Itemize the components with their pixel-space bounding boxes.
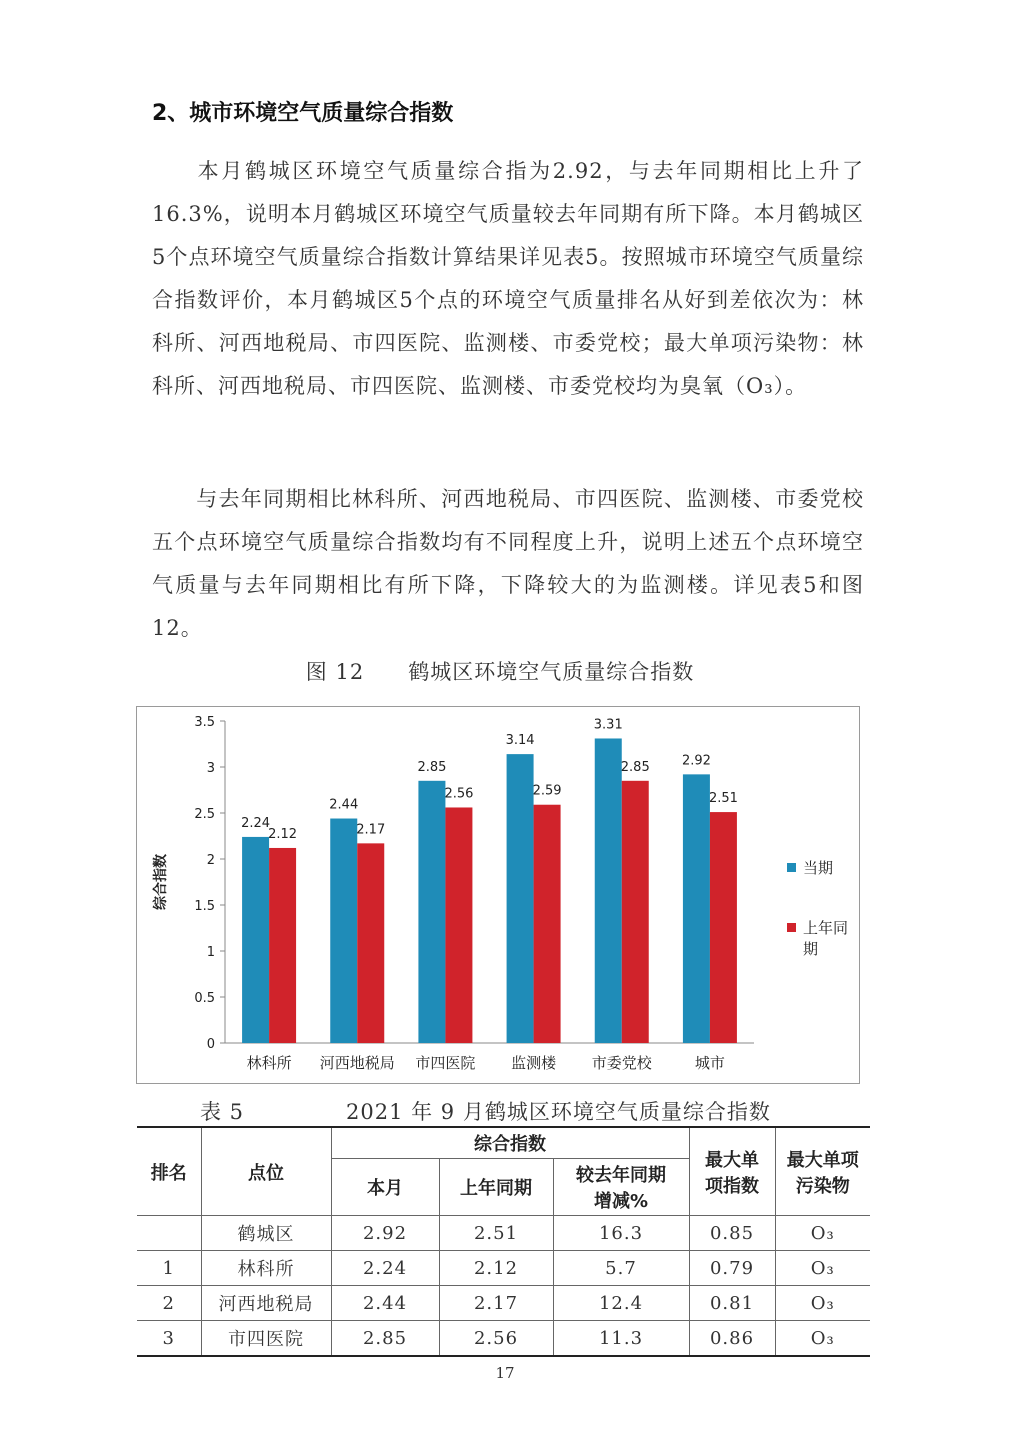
- cell-pollutant: O₃: [775, 1216, 870, 1251]
- header-rank: 排名: [137, 1127, 201, 1216]
- data-label: 3.14: [505, 733, 535, 749]
- header-last-year: 上年同期: [439, 1159, 553, 1216]
- cell-max-index: 0.85: [689, 1216, 775, 1251]
- bar-current: [242, 837, 269, 1043]
- bar-last-year: [269, 848, 296, 1043]
- cell-last-year: 2.12: [439, 1251, 553, 1286]
- x-tick-label: 市四医院: [415, 1054, 476, 1072]
- data-label: 2.85: [620, 759, 650, 775]
- cell-pollutant: O₃: [775, 1286, 870, 1321]
- x-tick-label: 市委党校: [591, 1054, 652, 1072]
- cell-last-year: 2.17: [439, 1286, 553, 1321]
- header-change: 较去年同期增减%: [553, 1159, 689, 1216]
- bar-current: [507, 754, 534, 1043]
- cell-site: 鹤城区: [201, 1216, 331, 1251]
- data-label: 3.31: [593, 717, 623, 733]
- cell-this-month: 2.85: [331, 1321, 439, 1357]
- y-tick-label: 0.5: [194, 991, 215, 1006]
- header-this-month: 本月: [331, 1159, 439, 1216]
- bar-current: [595, 738, 622, 1043]
- legend-swatch-current: [787, 863, 796, 872]
- paragraph-1-text: 本月鹤城区环境空气质量综合指为2.92，与去年同期相比上升了16.3%，说明本月鹤城区环境空气质量较去年同期有所下降。本月鹤城区5个点环境空气质量综合指数计算结果详见表5。按照城市环境空气质量综合指数评价，本月鹤城区5个点的环境空气质量排名从好到差依次为：林科所、河西地税局、市四医院、监测楼、市委党校；最大单项污染物：林科所、河西地税局、市四医院、监测楼、市委党校均为臭氧（O₃）。: [152, 159, 864, 398]
- cell-max-index: 0.81: [689, 1286, 775, 1321]
- header-max-pollutant: 最大单项污染物: [775, 1127, 870, 1216]
- cell-rank: [137, 1216, 201, 1251]
- data-label: 2.85: [417, 759, 447, 775]
- table-title: 2021 年 9 月鹤城区环境空气质量综合指数: [346, 1100, 771, 1124]
- data-label: 2.59: [532, 783, 562, 799]
- bar-last-year: [534, 805, 561, 1043]
- y-axis-label: 综合指数: [153, 854, 169, 910]
- cell-site: 林科所: [201, 1251, 331, 1286]
- data-label: 2.17: [356, 822, 386, 838]
- paragraph-2-text: 与去年同期相比林科所、河西地税局、市四医院、监测楼、市委党校五个点环境空气质量综合指数均有不同程度上升，说明上述五个点环境空气质量与去年同期相比有所下降，下降较大的为监测楼。详见表5和图12。: [152, 487, 864, 640]
- figure-caption: 图 12 鹤城区环境空气质量综合指数: [305, 660, 695, 684]
- composite-index-table: [137, 1126, 870, 1357]
- x-tick-label: 林科所: [246, 1054, 292, 1072]
- table-row: [137, 1286, 870, 1321]
- cell-change: 12.4: [553, 1286, 689, 1321]
- bar-last-year: [622, 781, 649, 1043]
- legend-label-last-year: 上年同: [803, 919, 849, 937]
- bar-last-year: [445, 807, 472, 1043]
- cell-change: 16.3: [553, 1216, 689, 1251]
- bar-current: [330, 819, 357, 1043]
- page-number: 17: [495, 1364, 515, 1382]
- paragraph-2: [152, 478, 864, 650]
- data-label: 2.44: [329, 797, 359, 813]
- table-row: [137, 1251, 870, 1286]
- legend-label-last-year-cont: 期: [803, 940, 819, 958]
- bar-last-year: [357, 843, 384, 1043]
- data-label: 2.92: [681, 753, 711, 769]
- cell-site: 河西地税局: [201, 1286, 331, 1321]
- legend-label-current: 当期: [803, 859, 834, 877]
- bar-chart: [136, 706, 860, 1084]
- cell-rank: 1: [137, 1251, 201, 1286]
- y-tick-label: 2: [206, 853, 215, 868]
- y-tick-label: 3: [206, 761, 215, 776]
- y-tick-label: 0: [206, 1037, 215, 1052]
- cell-this-month: 2.24: [331, 1251, 439, 1286]
- cell-rank: 3: [137, 1321, 201, 1357]
- header-site: 点位: [201, 1127, 331, 1216]
- table-row: [137, 1321, 870, 1357]
- paragraph-1: [152, 150, 864, 408]
- data-label: 2.56: [444, 786, 474, 802]
- x-tick-label: 河西地税局: [319, 1054, 395, 1072]
- cell-change: 11.3: [553, 1321, 689, 1357]
- data-label: 2.12: [268, 826, 298, 842]
- chart-canvas: [137, 707, 859, 1083]
- bar-current: [683, 774, 710, 1043]
- bar-last-year: [710, 812, 737, 1043]
- cell-this-month: 2.44: [331, 1286, 439, 1321]
- y-tick-label: 3.5: [194, 715, 215, 730]
- y-tick-label: 1.5: [194, 899, 215, 914]
- cell-pollutant: O₃: [775, 1251, 870, 1286]
- data-label: 2.24: [241, 815, 271, 831]
- table-row: [137, 1216, 870, 1251]
- section-heading: 2、城市环境空气质量综合指数: [152, 101, 454, 126]
- y-tick-label: 2.5: [194, 807, 215, 822]
- cell-last-year: 2.56: [439, 1321, 553, 1357]
- cell-max-index: 0.86: [689, 1321, 775, 1357]
- cell-this-month: 2.92: [331, 1216, 439, 1251]
- legend-swatch-last-year: [787, 923, 796, 932]
- x-tick-label: 监测楼: [511, 1054, 557, 1072]
- bar-current: [418, 781, 445, 1043]
- data-label: 2.51: [708, 791, 738, 807]
- table-label: 表 5: [200, 1100, 245, 1124]
- header-max-index: 最大单项指数: [689, 1127, 775, 1216]
- header-composite: 综合指数: [331, 1127, 689, 1159]
- cell-site: 市四医院: [201, 1321, 331, 1357]
- cell-change: 5.7: [553, 1251, 689, 1286]
- y-tick-label: 1: [206, 945, 215, 960]
- cell-pollutant: O₃: [775, 1321, 870, 1357]
- cell-max-index: 0.79: [689, 1251, 775, 1286]
- cell-rank: 2: [137, 1286, 201, 1321]
- x-tick-label: 城市: [694, 1054, 725, 1072]
- cell-last-year: 2.51: [439, 1216, 553, 1251]
